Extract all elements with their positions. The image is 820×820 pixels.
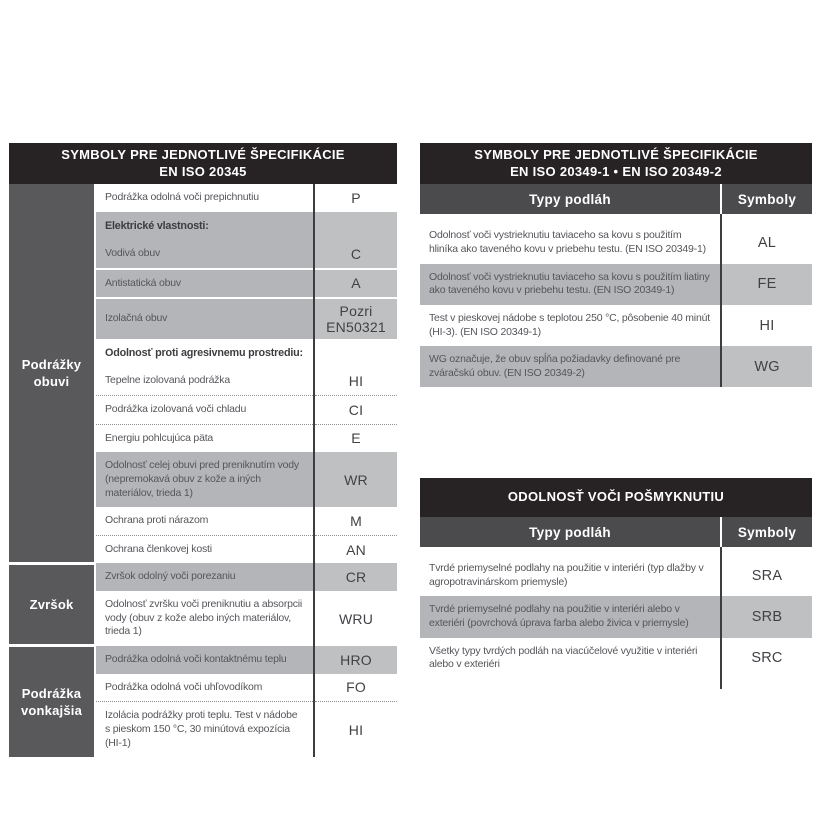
row-group-label: Podrážka vonkajšia xyxy=(9,646,95,757)
spec-description: Test v pieskovej nádobe s teplotou 250 °C, pôsobenie 40 minút (HI-3). (EN ISO 20349-1) xyxy=(420,305,721,346)
spec-description: Odolnosť zvršku voči preniknutiu a absorpcii vody (obuv z kože alebo iných materiálov, trieda 1) xyxy=(95,591,314,646)
table-row xyxy=(420,638,812,679)
spec-description: Odolnosť celej obuvi pred preniknutím vody (nepremokavá obuv z kože a iných materiálov, trieda 1) xyxy=(95,452,314,507)
spec-symbol: A xyxy=(314,269,397,299)
spec-description: WG označuje, že obuv spĺňa požiadavky definované pre zváračskú obuv. (EN ISO 20349-2) xyxy=(420,346,721,387)
spec-symbol: SRB xyxy=(721,596,812,637)
spec-description: Podrážka izolovaná voči chladu xyxy=(95,395,314,424)
row-group-label: Podrážky obuvi xyxy=(9,184,95,563)
spec-description: Podrážka odolná voči kontaktnému teplu xyxy=(95,646,314,674)
table-title-line2: EN ISO 20349-1 • EN ISO 20349-2 xyxy=(510,164,722,180)
table-title xyxy=(420,143,812,184)
table-title-line1: SYMBOLY PRE JEDNOTLIVÉ ŠPECIFIKÁCIE xyxy=(61,147,345,162)
column-header-symbols: Symboly xyxy=(721,184,812,214)
table-title xyxy=(9,143,397,184)
table-row xyxy=(420,555,812,596)
spec-description: Podrážka odolná voči prepichnutiu xyxy=(95,184,314,212)
spec-symbol: HI xyxy=(314,367,397,395)
en-iso-20345-table xyxy=(9,143,397,757)
table-row xyxy=(420,305,812,346)
spec-description: Vodivá obuv xyxy=(95,240,314,269)
table-row xyxy=(420,346,812,387)
table-title-line1: ODOLNOSŤ VOČI POŠMYKNUTIU xyxy=(507,489,725,505)
spec-symbol: AN xyxy=(314,535,397,563)
spec-symbol: HI xyxy=(721,305,812,346)
spec-symbol: P xyxy=(314,184,397,212)
spec-symbol xyxy=(314,339,397,367)
spec-description: Elektrické vlastnosti: xyxy=(95,212,314,240)
spec-symbol: M xyxy=(314,507,397,535)
spec-description: Podrážka odolná voči uhľovodíkom xyxy=(95,674,314,702)
spec-symbol: E xyxy=(314,424,397,452)
spec-description: Energiu pohlcujúca päta xyxy=(95,424,314,452)
spec-symbol: WR xyxy=(314,452,397,507)
table-row xyxy=(420,264,812,305)
column-header-floor-types: Typy podláh xyxy=(420,184,721,214)
spec-symbol: HRO xyxy=(314,646,397,674)
spec-description: Izolačná obuv xyxy=(95,298,314,339)
spec-symbol: FO xyxy=(314,674,397,702)
spec-description: Zvršok odolný voči porezaniu xyxy=(95,563,314,591)
spec-symbol: SRA xyxy=(721,555,812,596)
table-row xyxy=(9,184,397,212)
table-footer-gap xyxy=(420,679,812,689)
spec-description: Všetky typy tvrdých podláh na viacúčelové využitie v interiéri alebo v exteriéri xyxy=(420,638,721,679)
spec-description: Ochrana členkovej kosti xyxy=(95,535,314,563)
spec-description: Tepelne izolovaná podrážka xyxy=(95,367,314,395)
table-title-line1: SYMBOLY PRE JEDNOTLIVÉ ŠPECIFIKÁCIE xyxy=(474,147,758,162)
header-gap xyxy=(420,547,812,555)
table-row xyxy=(420,222,812,263)
spec-symbol: FE xyxy=(721,264,812,305)
column-header-floor-types: Typy podláh xyxy=(420,517,721,547)
spec-description: Tvrdé priemyselné podlahy na použitie v interiéri (typ dlažby v agropotravinárskom priemysle) xyxy=(420,555,721,596)
spec-symbol: Pozri EN50321 xyxy=(314,298,397,339)
spec-symbol: C xyxy=(314,240,397,269)
spec-description: Odolnosť voči vystrieknutiu taviaceho sa kovu s použitím hliníka ako taveného kovu v priebehu testu. (EN ISO 20349-1) xyxy=(420,222,721,263)
en-iso-20349-table xyxy=(420,143,812,387)
row-group-label: Zvršok xyxy=(9,563,95,646)
header-gap xyxy=(420,214,812,222)
table-title-line2: EN ISO 20345 xyxy=(159,164,247,180)
spec-table xyxy=(420,184,812,387)
spec-symbol xyxy=(314,212,397,240)
table-title xyxy=(420,478,812,517)
spec-symbol: SRC xyxy=(721,638,812,679)
spec-table xyxy=(420,517,812,689)
spec-description: Odolnosť proti agresivnemu prostrediu: xyxy=(95,339,314,367)
spec-symbol: HI xyxy=(314,702,397,757)
table-row xyxy=(420,596,812,637)
slip-resistance-table xyxy=(420,478,812,689)
table-row xyxy=(9,563,397,591)
spec-symbol: AL xyxy=(721,222,812,263)
column-header-symbols: Symboly xyxy=(721,517,812,547)
spec-symbol: WRU xyxy=(314,591,397,646)
table-row xyxy=(9,646,397,674)
spec-description: Izolácia podrážky proti teplu. Test v nádobe s pieskom 150 °C, 30 minútová expozícia (HI-1) xyxy=(95,702,314,757)
spec-description: Tvrdé priemyselné podlahy na použitie v interiéri alebo v exteriéri (povrchová úprava farba alebo živica v priemysle) xyxy=(420,596,721,637)
spec-description: Ochrana proti nárazom xyxy=(95,507,314,535)
spec-description: Odolnosť voči vystrieknutiu taviaceho sa kovu s použitím liatiny ako taveného kovu v priebehu testu. (EN ISO 20349-1) xyxy=(420,264,721,305)
spec-table xyxy=(9,184,397,757)
spec-description: Antistatická obuv xyxy=(95,269,314,299)
spec-symbol: CR xyxy=(314,563,397,591)
spec-symbol: WG xyxy=(721,346,812,387)
spec-symbol: CI xyxy=(314,395,397,424)
